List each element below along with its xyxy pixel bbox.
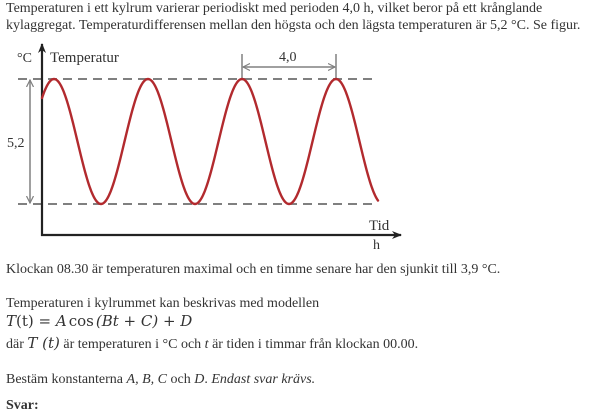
amplitude-label: 5,2 [7,136,25,151]
task-variables: A, B, C [126,372,167,387]
period-label: 4,0 [279,50,297,65]
paragraph-model-intro: Temperaturen i kylrummet kan beskrivas med modellen [6,296,320,311]
text-segment: Bestäm konstanterna [6,372,127,387]
paragraph-max-time: Klockan 08.30 är temperaturen maximal och en timme senare har den sjunkit till 3,9 °C. [6,262,501,277]
formula-argument: (Bt + C) [95,312,159,330]
temperature-figure [0,40,420,255]
text-segment: där [6,337,28,352]
y-axis-unit: °C [17,51,32,66]
formula-equals: = [33,312,56,330]
inline-math-T: T (t) [27,334,60,352]
inline-var-t: t [204,337,209,352]
text-segment: är temperaturen i °C och [59,337,205,352]
paragraph-variable-definition [6,335,418,353]
intro-line-1: Temperaturen i ett kylrum varierar periodiskt med perioden 4,0 h, vilket beror på ett krånglande [6,1,543,16]
intro-line-2: kylaggregat. Temperaturdifferensen mellan den högsta och den lägsta temperaturen är 5,2 °C. Se figur. [6,18,581,33]
x-axis-unit: h [373,238,380,253]
formula-T: T [6,312,17,330]
text-segment: . [204,372,212,387]
model-formula [6,313,192,330]
paragraph-task [6,371,315,388]
answer-label-text: Svar: [6,398,39,413]
formula-cos: cos [68,312,94,330]
temperature-curve [42,79,378,204]
formula-plus-D: + D [158,312,193,330]
task-variable-D: D [194,372,205,387]
text-segment: är tiden i timmar från klockan 00.00. [208,337,419,352]
formula-t-arg: (t) [16,312,34,330]
x-axis-label: Tid [369,218,390,234]
text-segment: och [166,372,195,387]
formula-A: A [55,312,67,330]
y-axis-label: Temperatur [50,50,119,66]
answer-label [6,397,39,414]
task-instruction: Endast svar krävs. [211,372,316,387]
